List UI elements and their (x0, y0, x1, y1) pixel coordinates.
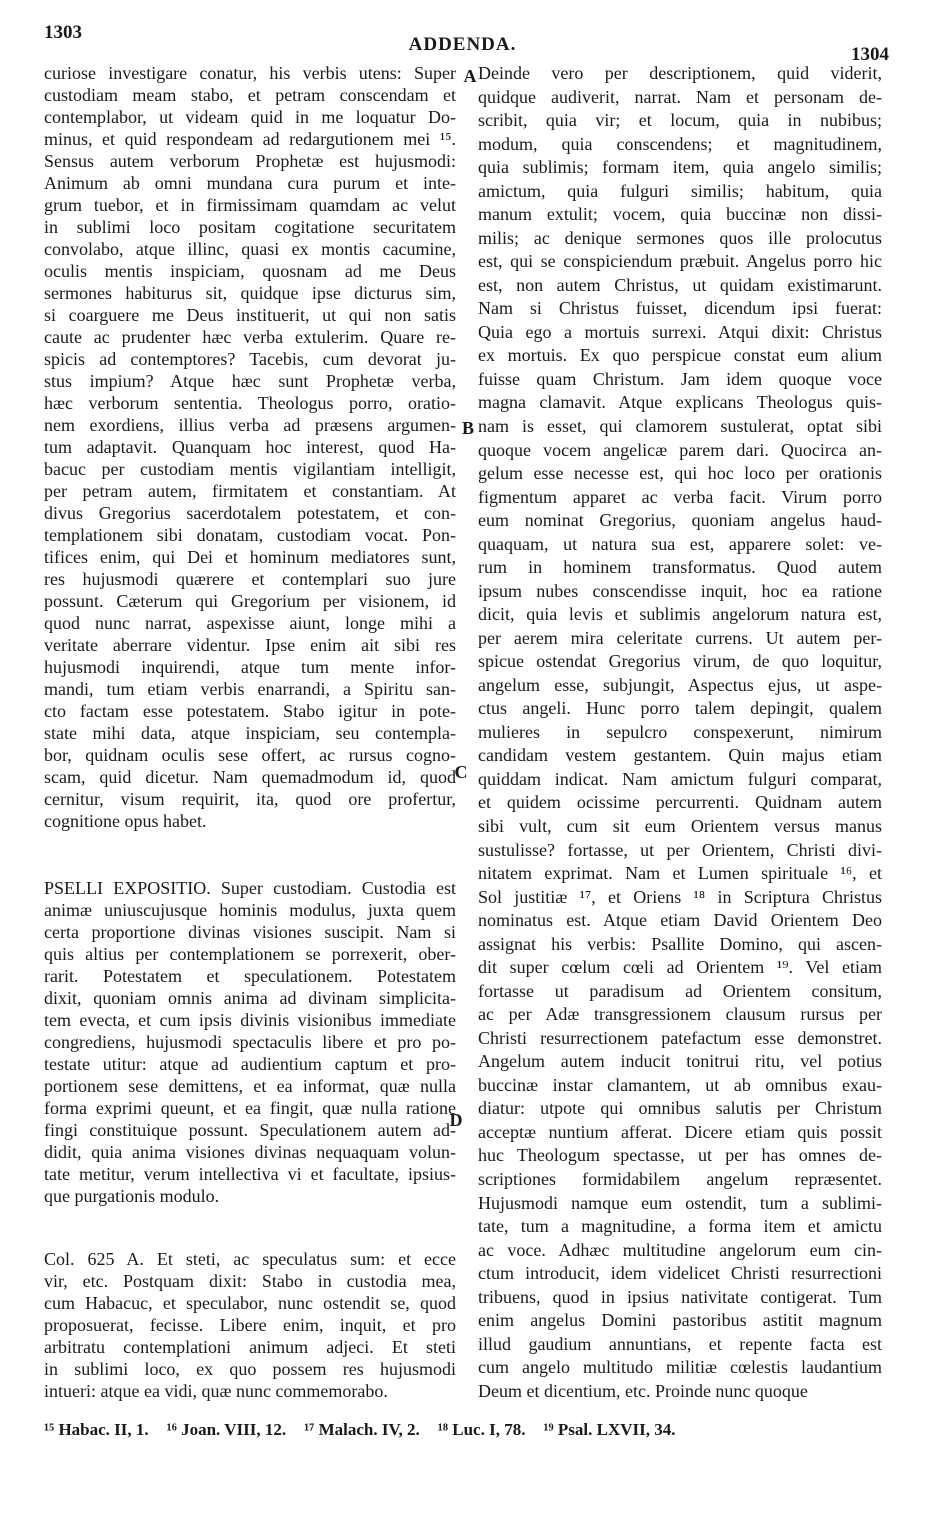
margin-marker-d: D (449, 1110, 463, 1130)
text-line: cernitur, visum requirit, ita, quod ore profertur, (44, 789, 456, 809)
text-line: milis; ac denique sermones quos ille prolocutus (478, 227, 882, 248)
text-line: portionem sese demittens, et ea informat, quæ nulla (44, 1076, 456, 1096)
text-line: possunt. Cæterum qui Gregorium per visionem, id (44, 591, 456, 611)
text-line: est, non autem Christus, ut quidam existimarunt. (478, 274, 882, 295)
footnote: ¹⁹ Psal. LXVII, 34. (543, 1420, 676, 1439)
paragraph (44, 62, 456, 832)
text-line: rum in hominem transformatus. Quod autem (478, 557, 882, 578)
text-line: tum adaptavit. Quanquam hoc interest, quod Ha- (44, 437, 456, 457)
text-line: Sensus autem verborum Prophetæ est hujusmodi: (44, 151, 456, 171)
text-line: per petram autem, firmitatem et constantiam. At (44, 481, 456, 501)
text-line: scribit, quia vir; et locum, quia in nubibus; (478, 110, 882, 131)
text-line: sustulisse? fortasse, ut per Orientem, Christi divi- (478, 839, 882, 860)
text-line: dicit, quia levis et sublimis angelorum natura est, (478, 604, 882, 625)
text-line: tifices enim, qui Dei et hominum mediatores sunt, (44, 547, 456, 567)
text-line: nam is esset, qui clamorem sustulerat, optat sibi (478, 415, 882, 436)
text-line: in sublimi loco positam cogitatione securitatem (44, 217, 456, 237)
text-line: Sol justitiæ ¹⁷, et Oriens ¹⁸ in Scriptura Christus (478, 886, 882, 907)
page-number-left: 1303 (44, 22, 82, 43)
page-title: ADDENDA. (408, 34, 517, 55)
text-line: Deinde vero per descriptionem, quid viderit, (478, 63, 882, 83)
margin-marker-c: C (454, 762, 468, 782)
text-line: nominatus est. Atque etiam David Orientem Deo (478, 910, 882, 931)
text-line: rarit. Potestatem et speculationem. Potestatem (44, 966, 456, 986)
footnote: ¹⁸ Luc. I, 78. (437, 1420, 526, 1439)
text-line: quoque vocem angelicæ parem dari. Quocirca an- (478, 439, 882, 460)
text-line: sermones habiturus sit, quidque ipse dicturus sim, (44, 283, 456, 303)
text-line: Christi resurrectionem patefactum esse demonstret. (478, 1027, 882, 1048)
text-line: ipsum nubes conscendisse inquit, hoc ea ratione (478, 580, 882, 601)
text-line: diatur: utpote qui omnibus salutis per Christum (478, 1098, 882, 1119)
margin-marker-a: A (463, 66, 477, 86)
text-line: quiddam indicat. Nam amictum fulguri comparat, (478, 768, 882, 789)
text-line: congrediens, hujusmodi spectaculis libere et pro po- (44, 1032, 456, 1052)
text-line: tribuens, quod in ipsius nativitate contigerat. Tum (478, 1286, 882, 1307)
text-line: didit, quia anima visiones divinas nequaquam volun- (44, 1142, 456, 1162)
text-line: mandi, tum etiam verbis enarrandi, a Spiritu san- (44, 679, 456, 699)
text-line: hujusmodi inquirendi, atque tum mente infor- (44, 657, 456, 677)
text-line: quaquam, ut natura sua est, apparere solet: ve- (478, 533, 882, 554)
text-line: bacuc per custodiam mentis vigilantiam intelligit, (44, 459, 456, 479)
text-line: oculis mentis inspiciam, quosnam ad me Deus (44, 261, 456, 281)
text-line: ex mortuis. Ex quo perspicue constat eum alium (478, 345, 882, 366)
text-line: fuisse quam Christum. Jam idem quoque voce (478, 368, 882, 389)
text-line: amictum, quia fulguri similis; habitum, quia (478, 180, 882, 201)
footnote: ¹⁶ Joan. VIII, 12. (166, 1420, 287, 1439)
text-line: cto factam esse potestatem. Stabo igitur in pote- (44, 701, 456, 721)
text-line: state mihi data, atque inspiciam, seu contempla- (44, 723, 456, 743)
text-line: intueri: atque ea vidi, quæ nunc commemorabo. (44, 1381, 388, 1401)
text-line: que purgationis modulo. (44, 1186, 220, 1206)
text-line: curiose investigare conatur, his verbis utens: Super (44, 63, 456, 83)
text-line: cum angelo multitudo militiæ cœlestis laudantium (478, 1357, 882, 1378)
text-line: Angelum autem inducit tonitrui ritu, vel potius (478, 1051, 882, 1072)
text-line: res hujusmodi quærere et contemplari suo jure (44, 569, 456, 589)
text-line: per aerem mira celeritate currens. Ut autem per- (478, 627, 882, 648)
text-line: Hujusmodi namque eum ostendit, tum a sublimi- (478, 1192, 882, 1213)
left-column (44, 62, 456, 1402)
text-line: quis altius per contemplationem se porrexerit, ober- (44, 944, 456, 964)
text-line: scriptiones formidabilem angelum repræsentet. (478, 1168, 882, 1189)
text-line: figmentum apparet ac verba facit. Virum porro (478, 486, 882, 507)
paragraph (44, 867, 456, 1207)
text-line: animæ uniuscujusque hominis modulus, juxta quem (44, 900, 456, 920)
text-line: manum extulit; vocem, quia buccinæ non dissi- (478, 204, 882, 225)
text-line: buccinæ instar clamantem, ut ab omnibus exau- (478, 1074, 882, 1095)
text-line: dixit, quoniam omnis anima ad divinam simplicita- (44, 988, 456, 1008)
text-line: enim angelus Domini pastoribus astitit magnum (478, 1310, 882, 1331)
text-line: assignat his verbis: Psallite Domino, qui ascen- (478, 933, 882, 954)
text-line: angelum esse, subjungit, Aspectus ejus, ut aspe- (478, 674, 882, 695)
text-line: quod nunc narrat, aspexisse aiunt, longe mihi a (44, 613, 456, 633)
text-line: minus, et quid respondeam ad redargutionem mei ¹⁵. (44, 129, 456, 149)
text-line: fingi constituique possunt. Speculationem autem ad- (44, 1120, 456, 1140)
right-column (478, 62, 882, 1402)
text-line: vir, etc. Postquam dixit: Stabo in custodia mea, (44, 1271, 456, 1291)
text-line: cum Habacuc, et speculabor, nunc ostendit se, quod (44, 1293, 456, 1313)
text-line: ctum introducit, idem videlicet Christi resurrectioni (478, 1263, 882, 1284)
text-line: hæc verborum sententia. Theologus porro, oratio- (44, 393, 456, 413)
text-line: veritate aberrare videntur. Ipse enim ait sibi res (44, 635, 456, 655)
text-line: Deum et dicentium, etc. Proinde nunc quoque (478, 1380, 808, 1401)
text-line: illud gaudium annuntians, et repente facta est (478, 1333, 882, 1354)
text-line: Nam si Christus fuisset, dicendum ipsi fuerat: (478, 298, 882, 319)
text-line: Quia ego a mortuis surrexi. Atqui dixit: Christus (478, 321, 882, 342)
text-line: modum, quia conscendens; et magnitudinem, (478, 133, 882, 154)
text-line: cognitione opus habet. (44, 811, 207, 831)
text-line: certa proportione divinas visiones suscipit. Nam si (44, 922, 456, 942)
text-line: grum tuebor, et in firmissimam quamdam ac velut (44, 195, 456, 215)
text-line: spicue ostendat Gregorius virum, de quo loquitur, (478, 651, 882, 672)
text-line: dit super cœlum cœli ad Orientem ¹⁹. Vel etiam (478, 957, 882, 978)
text-line: candidam vestem gestantem. Quin majus etiam (478, 745, 882, 766)
text-line: scam, quid dicetur. Nam quemadmodum id, quod (44, 767, 456, 787)
page-number-right: 1304 (851, 44, 889, 65)
text-line: ctus angeli. Hunc porro talem depingit, qualem (478, 698, 882, 719)
text-line: acceptæ nuntium afferat. Dicere etiam quis possit (478, 1121, 882, 1142)
text-line: tem evecta, et cum ipsis divinis visionibus immediate (44, 1010, 456, 1030)
text-line: ac voce. Adhæc multitudine angelorum eum cin- (478, 1239, 882, 1260)
paragraph (44, 1242, 456, 1402)
text-line: bor, quidnam oculis sese offert, ac rursus cogno- (44, 745, 456, 765)
text-line: nitatem exprimat. Nam et Lumen spirituale ¹⁶, et (478, 863, 882, 884)
text-line: custodiam meam stabo, et petram conscendam et (44, 85, 456, 105)
text-line: stus impium? Atque hæc sunt Prophetæ verba, (44, 371, 456, 391)
text-line: PSELLI EXPOSITIO. Super custodiam. Custodia est (44, 878, 456, 898)
text-line: forma exprimi queunt, et ea fingit, quæ nulla ratione (44, 1098, 456, 1118)
text-line: tate metitur, verum intellectiva vi et facultate, ipsius- (44, 1164, 456, 1184)
text-line: sibi vult, cum sit eum Orientem versus manus (478, 816, 882, 836)
text-line: tate, tum a magnitudine, a forma item et amictu (478, 1216, 882, 1237)
text-line: eum nominat Gregorius, quoniam angelus haud- (478, 510, 882, 531)
text-line: Animum ab omni mundana cura purum et inte- (44, 173, 456, 193)
text-line: convolabo, atque illinc, quasi ex montis cacumine, (44, 239, 456, 259)
text-line: ac per Adæ transgressionem clausum rursus per (478, 1004, 882, 1025)
text-line: fortasse ut paradisum ad Orientem consitum, (478, 980, 882, 1001)
text-line: proposuerat, fecisse. Libere enim, inquit, et pro (44, 1315, 456, 1335)
text-line: divus Gregorius sacerdotalem potestatem, et con- (44, 503, 456, 523)
text-line: gelum esse necesse est, qui hoc loco per orationis (478, 463, 882, 484)
text-line: caute ac prudenter hæc verba extulerim. Quare re- (44, 327, 456, 347)
footnote: ¹⁷ Malach. IV, 2. (304, 1420, 420, 1439)
text-line: spicis ad contemptores? Tacebis, cum devorat ju- (44, 349, 456, 369)
text-line: et quidem ocissime percurrenti. Quidnam autem (478, 792, 882, 813)
text-line: huc Theologum spectasse, ut per has omnes de- (478, 1145, 882, 1166)
text-line: testate utitur: atque ad audientium captum et pro- (44, 1054, 456, 1074)
text-line: mulieres in sepulcro conspexerunt, nimirum (478, 721, 882, 742)
footnotes (44, 1420, 884, 1440)
footnote: ¹⁵ Habac. II, 1. (44, 1420, 149, 1439)
running-header (0, 22, 925, 65)
text-line: contemplabor, ut videam quid in me loquatur Do- (44, 107, 456, 127)
text-line: quidque audiverit, narrat. Nam et personam de- (478, 86, 882, 107)
text-line: in sublimi loco, ex quo possem res hujusmodi (44, 1359, 456, 1379)
text-line: Col. 625 A. Et steti, ac speculatus sum: et ecce (44, 1249, 456, 1269)
margin-marker-b: B (461, 418, 474, 438)
text-line: templationem sibi donatam, custodiam vocat. Pon- (44, 525, 456, 545)
text-line: nem exordiens, illius verba ad præsens argumen- (44, 415, 456, 435)
text-line: est, qui se conspiciendum præbuit. Angelus porro hic (478, 251, 882, 272)
text-line: quia sublimis; formam item, quia angelo similis; (478, 157, 882, 178)
text-line: arbitratu contemplationi animum adjeci. Et steti (44, 1337, 456, 1357)
text-line: magna clamavit. Atque explicans Theologus quis- (478, 392, 882, 413)
text-line: si coarguere me Deus instituerit, ut qui non satis (44, 305, 456, 325)
